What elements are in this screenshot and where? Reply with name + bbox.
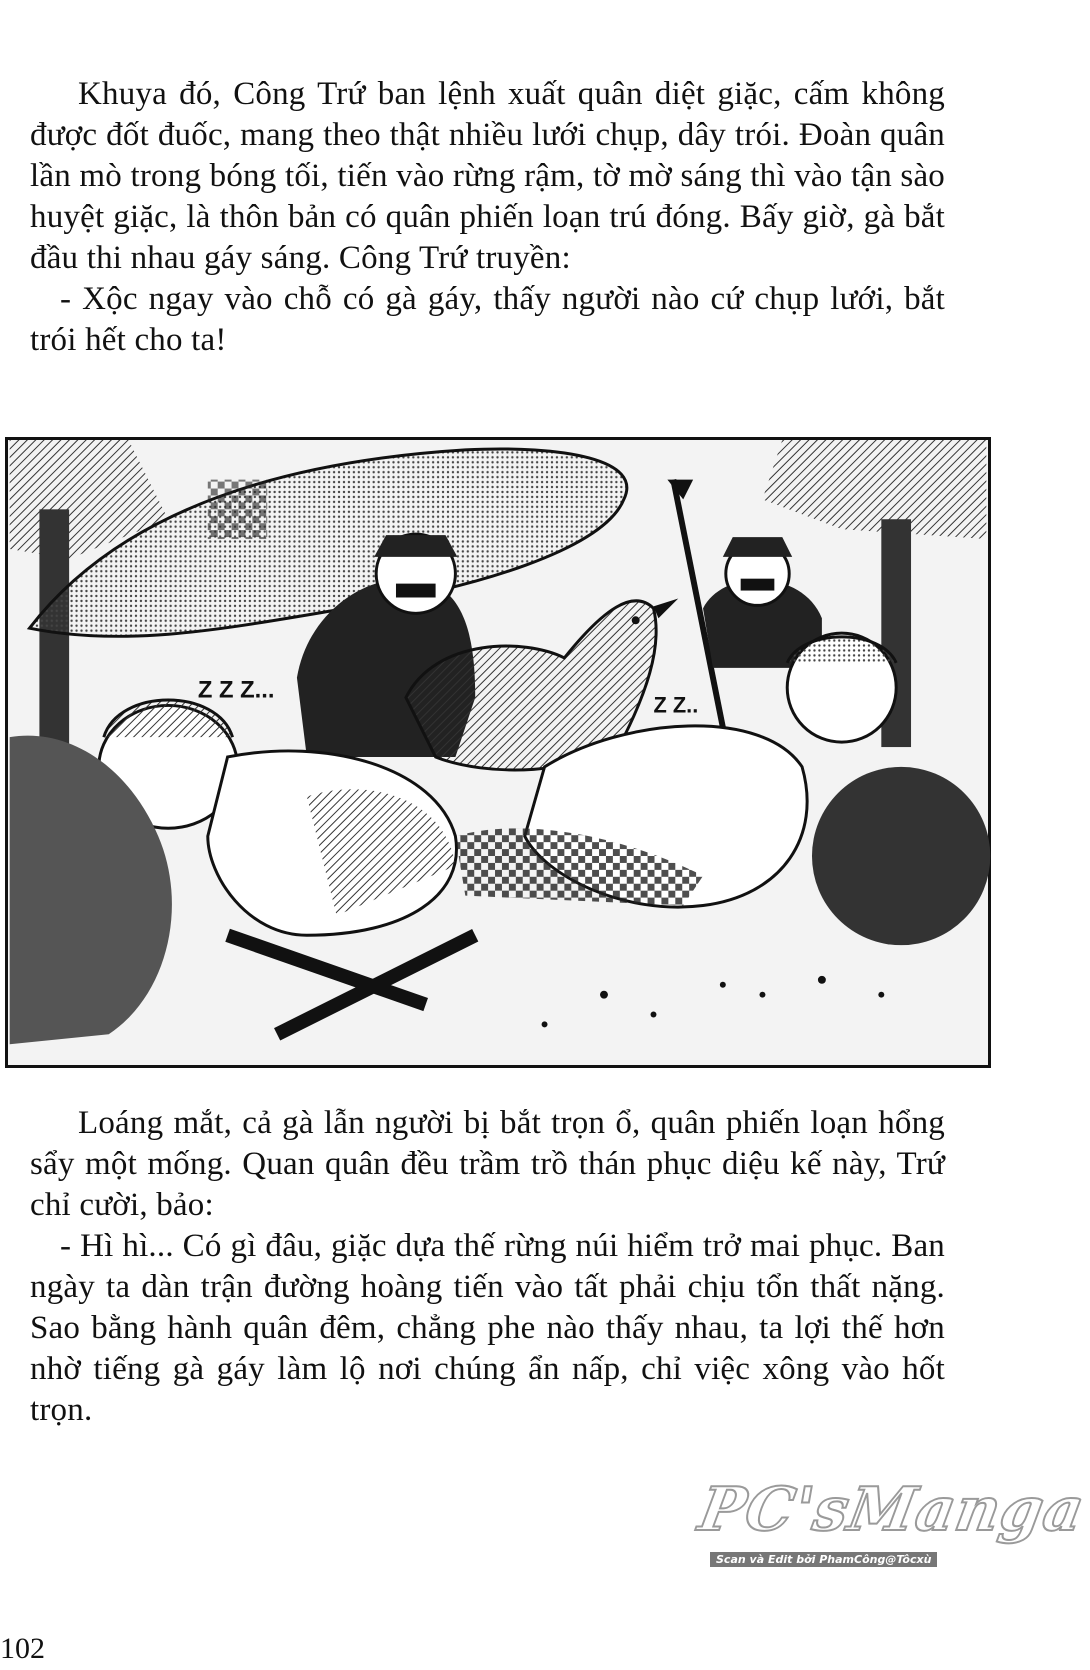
hut-post-left	[39, 509, 69, 767]
comic-illustration	[5, 437, 991, 1068]
snore-sound-left: Z Z Z...	[197, 676, 275, 704]
illustration-drawing	[8, 440, 988, 1065]
rock-right	[812, 767, 990, 945]
paragraph-top	[30, 74, 945, 361]
dialogue-text: - Xộc ngay vào chỗ có gà gáy, thấy người nào cứ chụp lưới, bắt trói hết cho ta!	[30, 281, 945, 358]
ground-pebbles	[542, 976, 885, 1028]
scanlation-watermark	[693, 1465, 1090, 1585]
net-mesh	[208, 480, 267, 539]
watermark-logo-text: PC'sManga	[693, 1475, 1090, 1545]
paragraph-bottom	[30, 1103, 945, 1431]
stick-2	[277, 935, 475, 1034]
narration-text-2: Loáng mắt, cả gà lẫn người bị bắt trọn ổ, quân phiến loạn hổng sẩy một mống. Quan quân đều trầm trồ thán phục diệu kế này, Trứ chỉ cười, bảo:	[30, 1105, 945, 1223]
narration-text: Khuya đó, Công Trứ ban lệnh xuất quân diệt giặc, cấm không được đốt đuốc, mang theo thật nhiều lưới chụp, dây trói. Đoàn quân lần mò trong bóng tối, tiến vào rừng rậm, tờ mờ sáng thì vào tận sào huyệt giặc, là thôn bản có quân phiến loạn trú đóng. Bấy giờ, gà bắt đầu thi nhau gáy sáng. Công Trứ truyền:	[30, 76, 945, 276]
watermark-credit: Scan và Edit bởi PhamCông@Tôcxù	[710, 1552, 937, 1567]
dialogue-text-2: - Hì hì... Có gì đâu, giặc dựa thế rừng núi hiểm trở mai phục. Ban ngày ta dàn trận đường hoàng tiến vào tất phải chịu tổn thất nặng. Sao bằng hành quân đêm, chẳng phe nào thấy nhau, ta lợi thế hơn nhờ tiếng gà gáy làm lộ nơi chúng ẩn nấp, chỉ việc xông vào hốt trọn.	[30, 1228, 945, 1428]
snore-sound-right: Z Z..	[653, 692, 699, 718]
page-number: 102	[0, 1632, 45, 1665]
hut-roof-right	[762, 440, 986, 539]
